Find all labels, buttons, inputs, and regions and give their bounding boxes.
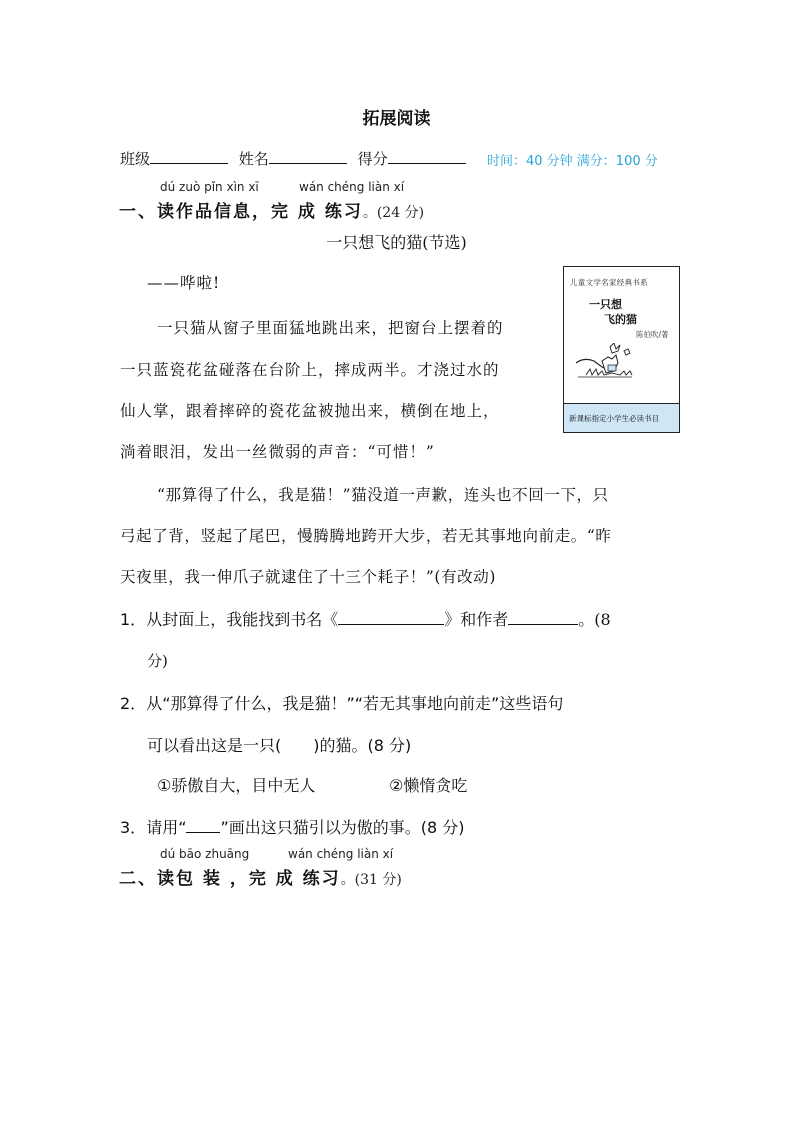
question-2-number: 2． [120,694,147,713]
passage-line: 弓起了背，竖起了尾巴，慢腾腾地跨开大步，若无其事地向前走。“昨 [120,527,612,545]
section2-score: 。(31 分) [340,872,402,888]
cover-title-line2: 飞的猫 [604,313,637,326]
section1-pinyin-left: dú zuò pǐn xìn xī [160,180,259,194]
name-field[interactable] [269,149,347,164]
question-1-text-c: 。(8 [578,610,611,629]
underline-sample-blank [186,818,220,833]
cover-title-line1: 一只想 [589,298,622,311]
student-info-row [120,148,466,169]
question-1-number: 1． [120,610,147,629]
story-title-main: 一只想飞的猫 [326,233,423,252]
section1-score: 。(24 分) [362,205,425,221]
time-score-meta: 时间：40 分钟 满分：100 分 [487,154,658,169]
section1-heading-text: 一、读作品信息，完 成 练习 [119,202,363,222]
passage-line: 一只蓝瓷花盆碰落在台阶上，摔成两半。才浇过水的 [120,361,500,379]
story-title-sub: (节选) [422,233,467,252]
section2-pinyin-left: dú bāo zhuāng [160,847,250,861]
score-field[interactable] [388,149,466,164]
passage-line: 淌着眼泪，发出一丝微弱的声音：“可惜！” [120,443,435,461]
book-cover-image [563,266,680,433]
question-2-continuation: 可以看出这是一只( )的猫。(8 分) [147,736,412,755]
passage-line: “那算得了什么，我是猫！”猫没道一声歉，连头也不回一下，只 [157,486,609,504]
cover-band [564,403,679,432]
name-label: 姓名 [238,150,269,168]
page-title: 拓展阅读 [362,109,431,129]
question-2-text: 从“那算得了什么，我是猫！”“若无其事地向前走”这些语句 [146,694,564,713]
section2-pinyin-right: wán chéng liàn xí [288,847,394,861]
passage-line: 一只猫从窗子里面猛地跳出来，把窗台上摆着的 [157,319,504,337]
passage-line: ——哗啦! [147,274,221,292]
question-3-number: 3． [120,818,147,837]
cover-band-text: 新课标指定小学生必读书目 [569,414,659,423]
book-title-blank[interactable] [338,610,444,625]
score-label: 得分 [357,150,388,168]
question-1 [120,607,611,630]
question-2-option-2[interactable]: ②懒惰贪吃 [389,776,468,795]
question-2-option-1[interactable]: ①骄傲自大，目中无人 [157,776,316,795]
question-1-text-b: 》和作者 [444,610,509,629]
passage-line: 天夜里，我一伸爪子就逮住了十三个耗子！”(有改动) [120,568,497,586]
cover-author: 陈伯吹/著 [636,330,669,339]
section1-heading [119,197,424,222]
class-field[interactable] [150,149,228,164]
question-1-continuation: 分) [147,652,168,670]
cover-series: 儿童文学名家经典书系 [570,278,648,287]
section2-heading [119,864,402,889]
story-title [0,230,793,253]
question-2 [120,691,563,714]
question-3-text-b: ”画出这只猫引以为傲的事。(8 分) [220,818,465,837]
question-1-text-a: 从封面上，我能找到书名《 [146,610,339,629]
passage-line: 仙人掌，跟着摔碎的瓷花盆被抛出来，横倒在地上， [120,402,500,420]
author-blank[interactable] [508,610,578,625]
section1-pinyin-right: wán chéng liàn xí [299,180,405,194]
cat-illustration-icon [572,343,642,383]
class-label: 班级 [120,150,151,168]
question-3 [120,815,465,838]
section2-heading-text: 二、读包 装 ，完 成 练习 [119,869,341,889]
question-3-text-a: 请用“ [146,818,187,837]
